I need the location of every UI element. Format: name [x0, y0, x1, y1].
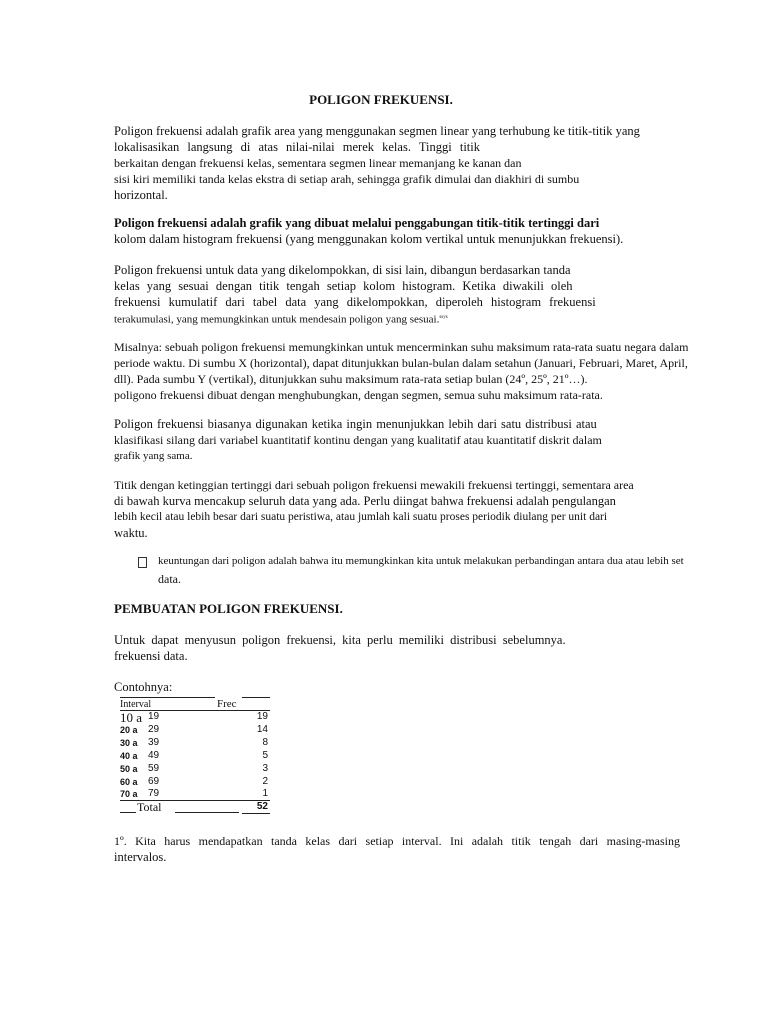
- header-interval: Interval: [120, 699, 152, 710]
- text-line: sisi kiri memiliki tanda kelas ekstra di setiap arah, sehingga grafik dimulai dan diakhiri di sumbu: [114, 172, 580, 186]
- cell-interval-start: 20 a: [120, 725, 138, 735]
- table-rule: [120, 710, 270, 711]
- paragraph-step-one: [114, 833, 680, 865]
- paragraph-example: [114, 339, 764, 403]
- text-line: kelas yang sesuai dengan titik tengah setiap kolom histogram. Ketika diwakili oleh: [114, 279, 573, 293]
- paragraph-highest-point: [114, 477, 686, 541]
- cell-interval-end: 39: [148, 737, 160, 748]
- paragraph-definition: [114, 123, 686, 203]
- text-line: intervalos.: [114, 850, 167, 864]
- cell-interval-start: 10 a: [120, 710, 143, 725]
- text-line: 1º. Kita harus mendapatkan tanda kelas dari setiap interval. Ini adalah titik tengah dari masing-masing: [114, 834, 680, 848]
- example-label: [114, 679, 686, 695]
- bullet-text: keuntungan dari poligon adalah bahwa itu memungkinkan kita untuk melakukan perbandingan antara dua atau lebih set: [158, 555, 684, 567]
- text-line: lokalisasikan langsung di atas nilai-nilai merek kelas. Tinggi titik: [114, 140, 481, 154]
- cell-frequency: 3: [262, 763, 268, 774]
- paragraph-usage: [114, 416, 686, 464]
- cell-frequency: 2: [262, 776, 268, 787]
- text-line: kolom dalam histogram frekuensi (yang menggunakan kolom vertikal untuk menunjukkan frekuensi).: [114, 232, 624, 246]
- cell-frequency: 5: [262, 750, 268, 761]
- text-line: Poligon frekuensi untuk data yang dikelompokkan, di sisi lain, dibangun berdasarkan tanda: [114, 263, 571, 277]
- text-line: Poligon frekuensi adalah grafik yang dibuat melalui penggabungan titik-titik tertinggi dari: [114, 216, 600, 230]
- cell-interval-start: 70 a: [120, 789, 138, 799]
- table-rule: [120, 697, 215, 698]
- table-rule: [242, 697, 270, 698]
- text-line: frekuensi kumulatif dari tabel data yang dikelompokkan, diperoleh histogram frekuensi: [114, 295, 596, 309]
- paragraph-construction: [114, 632, 686, 664]
- document-title: POLIGON FREKUENSI.: [309, 92, 453, 107]
- cell-frequency: 19: [256, 711, 268, 722]
- cell-frequency: 8: [262, 737, 268, 748]
- text-line: Poligon frekuensi adalah grafik area yang menggunakan segmen linear yang terhubung ke titik-titik yang: [114, 124, 640, 138]
- text-line: berkaitan dengan frekuensi kelas, sementara segmen linear memanjang ke kanan dan: [114, 156, 522, 170]
- text-line: Misalnya: sebuah poligon frekuensi memungkinkan untuk mencerminkan suhu maksimum rata-rata suatu negara dalam: [114, 340, 689, 354]
- text-line: horizontal.: [114, 188, 168, 202]
- text-line: waktu.: [114, 526, 148, 540]
- table-rule: [242, 813, 270, 814]
- frequency-table: [120, 694, 272, 816]
- cell-interval-end: 59: [148, 763, 160, 774]
- text-line: [114, 310, 686, 328]
- text-line: Titik dengan ketinggian tertinggi dari sebuah poligon frekuensi mewakili frekuensi tertinggi, sementara area: [114, 478, 634, 492]
- cell-frequency: 1: [262, 788, 268, 799]
- cell-interval-start: 50 a: [120, 764, 138, 774]
- text-line: Poligon frekuensi biasanya digunakan ketika ingin menunjukkan lebih dari satu distribusi atau: [114, 417, 597, 431]
- text-line: dll). Pada sumbu Y (vertikal), ditunjukkan suhu maksimum rata-rata setiap bulan (24º, 25º, 21º…).: [114, 372, 588, 386]
- header-frequency: Frec: [217, 698, 237, 710]
- example-label-text: Contohnya:: [114, 680, 173, 694]
- paragraph-grouped-data: [114, 262, 686, 328]
- cell-interval-end: 49: [148, 750, 160, 761]
- text-line: lebih kecil atau lebih besar dari suatu peristiwa, atau jumlah kali suatu proses periodik diulang per unit dari: [114, 511, 608, 523]
- cell-frequency: 14: [256, 724, 268, 735]
- bullet-text-continued: data.: [158, 572, 181, 586]
- total-label: Total: [137, 800, 162, 814]
- bullet-box-icon: [138, 557, 147, 568]
- cell-interval-start: 30 a: [120, 738, 138, 748]
- text-line-content: terakumulasi, yang memungkinkan untuk mendesain poligon yang sesuai.: [114, 313, 440, 326]
- cell-interval-start: 40 a: [120, 751, 138, 761]
- text-line: di bawah kurva mencakup seluruh data yang ada. Perlu diingat bahwa frekuensi adalah pengulangan: [114, 494, 616, 508]
- text-line: Untuk dapat menyusun poligon frekuensi, kita perlu memiliki distribusi sebelumnya.: [114, 633, 566, 647]
- cell-interval-end: 69: [148, 776, 160, 787]
- cell-interval-end: 19: [148, 711, 160, 722]
- table-rule: [175, 812, 239, 813]
- cell-interval-start: 60 a: [120, 777, 138, 787]
- section-heading: PEMBUATAN POLIGON FREKUENSI.: [114, 601, 343, 616]
- text-line: periode waktu. Di sumbu X (horizontal), dapat ditunjukkan bulan-bulan dalam setahun (Januari, Februari, Maret, April,: [114, 356, 688, 370]
- paragraph-emphasis: [114, 215, 686, 247]
- cell-interval-end: 29: [148, 724, 160, 735]
- text-line: poligono frekuensi dibuat dengan menghubungkan, dengan segmen, semua suhu maksimum rata-rata.: [114, 388, 603, 402]
- text-line: frekuensi data.: [114, 649, 188, 663]
- text-line: klasifikasi silang dari variabel kuantitatif kontinu dengan yang kualitatif atau kuantitatif diskrit dalam: [114, 433, 602, 447]
- footnote-mark: ssys: [439, 315, 448, 320]
- table-rule: [120, 812, 136, 813]
- text-line: grafik yang sama.: [114, 450, 193, 462]
- total-value: 52: [256, 801, 268, 812]
- cell-interval-end: 79: [148, 788, 160, 799]
